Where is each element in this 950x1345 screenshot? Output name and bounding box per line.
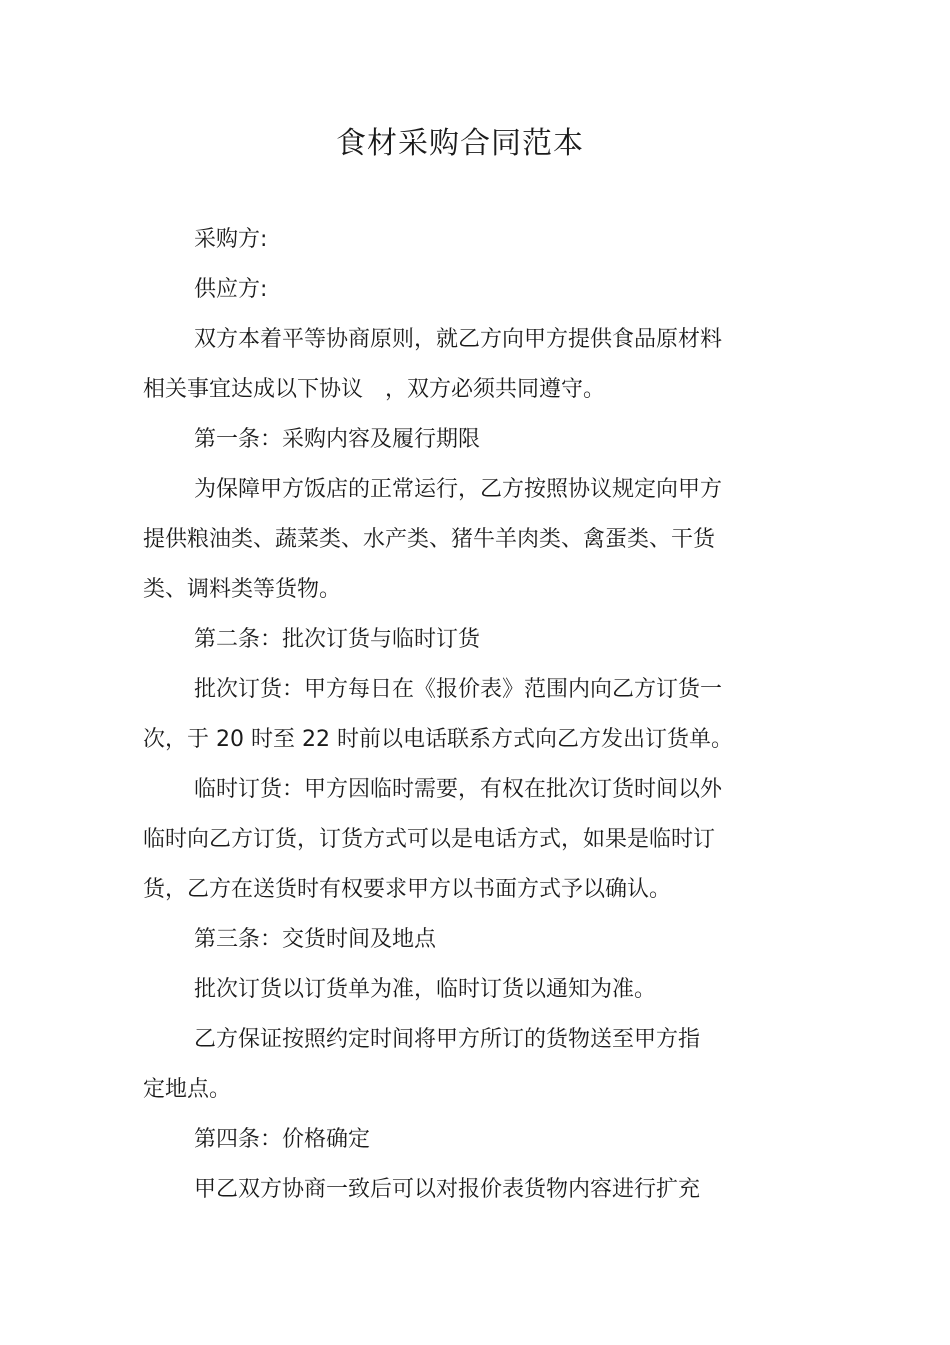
article-2-temp-line-1: 临时订货：甲方因临时需要，有权在批次订货时间以外 xyxy=(194,777,723,802)
article-2-temp-line-3: 货，乙方在送货时有权要求甲方以书面方式予以确认。 xyxy=(143,877,672,902)
article-2-batch-line-1: 批次订货：甲方每日在《报价表》范围内向乙方订货一 xyxy=(194,677,723,702)
article-1-heading: 第一条：采购内容及履行期限 xyxy=(194,427,481,452)
article-4-heading: 第四条：价格确定 xyxy=(194,1127,371,1152)
article-1-line-3: 类、调料类等货物。 xyxy=(143,577,342,602)
article-2-batch-line-2: 次，于 20 时至 22 时前以电话联系方式向乙方发出订货单。 xyxy=(143,727,733,752)
preamble-line-2: 相关事宜达成以下协议 ，双方必须共同遵守。 xyxy=(143,377,606,402)
article-3-line-2: 乙方保证按照约定时间将甲方所订的货物送至甲方指 xyxy=(194,1027,701,1052)
article-3-line-1: 批次订货以订货单为准，临时订货以通知为准。 xyxy=(194,977,657,1002)
article-1-line-1: 为保障甲方饭店的正常运行，乙方按照协议规定向甲方 xyxy=(194,477,723,502)
article-2-temp-line-2: 临时向乙方订货，订货方式可以是电话方式，如果是临时订 xyxy=(143,827,716,852)
article-3-line-3: 定地点。 xyxy=(143,1077,232,1102)
purchaser-label: 采购方: xyxy=(194,227,268,252)
article-4-line-1: 甲乙双方协商一致后可以对报价表货物内容进行扩充 xyxy=(194,1177,701,1202)
preamble-line-1: 双方本着平等协商原则，就乙方向甲方提供食品原材料 xyxy=(194,327,723,352)
document-title: 食材采购合同范本 xyxy=(336,126,584,161)
article-3-heading: 第三条：交货时间及地点 xyxy=(194,927,437,952)
article-2-heading: 第二条：批次订货与临时订货 xyxy=(194,627,481,652)
article-1-line-2: 提供粮油类、蔬菜类、水产类、猪牛羊肉类、禽蛋类、干货 xyxy=(143,527,716,552)
supplier-label: 供应方: xyxy=(194,277,268,302)
